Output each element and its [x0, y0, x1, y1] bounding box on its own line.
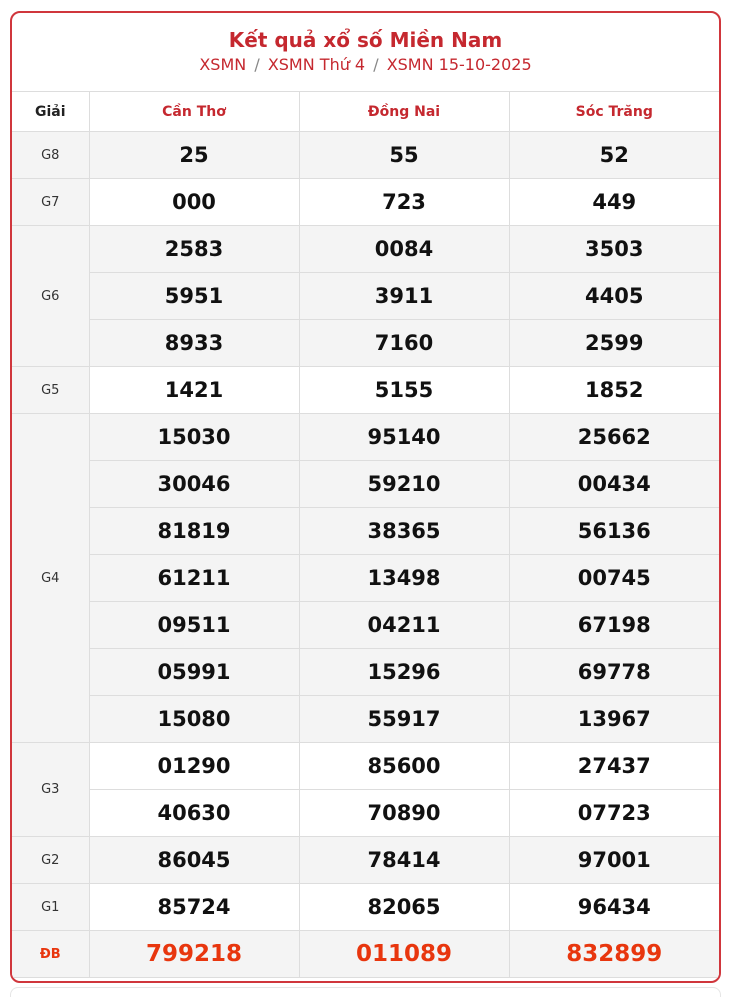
table-row	[12, 226, 719, 273]
table-header-row	[12, 92, 719, 132]
result-number-can-tho: 25	[89, 132, 299, 179]
result-number-soc-trang: 2599	[509, 320, 719, 367]
table-row	[12, 743, 719, 790]
prize-label: G7	[12, 179, 89, 226]
breadcrumb-weekday[interactable]: XSMN Thứ 4	[267, 55, 366, 74]
table-row	[12, 884, 719, 931]
result-number-dong-nai: 04211	[299, 602, 509, 649]
result-number-soc-trang: 69778	[509, 649, 719, 696]
page-title: Kết quả xổ số Miền Nam	[228, 28, 503, 52]
prize-label: G4	[12, 414, 89, 743]
results-header	[12, 13, 719, 91]
result-number-can-tho: 8933	[89, 320, 299, 367]
result-number-dong-nai: 0084	[299, 226, 509, 273]
result-number-can-tho: 01290	[89, 743, 299, 790]
result-number-soc-trang: 13967	[509, 696, 719, 743]
result-number-dong-nai: 15296	[299, 649, 509, 696]
results-card	[10, 11, 721, 983]
prize-label: G5	[12, 367, 89, 414]
results-table	[12, 91, 719, 978]
result-number-soc-trang: 449	[509, 179, 719, 226]
result-number-can-tho: 799218	[89, 931, 299, 978]
result-number-can-tho: 5951	[89, 273, 299, 320]
result-number-can-tho: 15080	[89, 696, 299, 743]
result-number-soc-trang: 56136	[509, 508, 719, 555]
result-number-dong-nai: 13498	[299, 555, 509, 602]
prize-label: G1	[12, 884, 89, 931]
result-number-soc-trang: 00434	[509, 461, 719, 508]
next-section-edge	[10, 987, 721, 997]
result-number-soc-trang: 67198	[509, 602, 719, 649]
result-number-dong-nai: 59210	[299, 461, 509, 508]
result-number-can-tho: 40630	[89, 790, 299, 837]
result-number-can-tho: 30046	[89, 461, 299, 508]
result-number-dong-nai: 7160	[299, 320, 509, 367]
result-number-can-tho: 86045	[89, 837, 299, 884]
result-number-can-tho: 85724	[89, 884, 299, 931]
result-number-dong-nai: 5155	[299, 367, 509, 414]
result-number-can-tho: 000	[89, 179, 299, 226]
result-number-can-tho: 81819	[89, 508, 299, 555]
table-row	[12, 508, 719, 555]
result-number-soc-trang: 4405	[509, 273, 719, 320]
result-number-dong-nai: 011089	[299, 931, 509, 978]
table-row	[12, 132, 719, 179]
table-row	[12, 931, 719, 978]
province-header-can-tho: Cần Thơ	[89, 92, 299, 132]
prize-label: G8	[12, 132, 89, 179]
province-header-soc-trang: Sóc Trăng	[509, 92, 719, 132]
prize-label: G2	[12, 837, 89, 884]
table-row	[12, 555, 719, 602]
result-number-dong-nai: 95140	[299, 414, 509, 461]
result-number-soc-trang: 52	[509, 132, 719, 179]
prize-label: G3	[12, 743, 89, 837]
table-row	[12, 837, 719, 884]
result-number-soc-trang: 25662	[509, 414, 719, 461]
result-number-dong-nai: 38365	[299, 508, 509, 555]
result-number-can-tho: 61211	[89, 555, 299, 602]
result-number-can-tho: 05991	[89, 649, 299, 696]
result-number-soc-trang: 07723	[509, 790, 719, 837]
results-body	[12, 132, 719, 978]
result-number-dong-nai: 3911	[299, 273, 509, 320]
result-number-dong-nai: 85600	[299, 743, 509, 790]
table-row	[12, 649, 719, 696]
result-number-can-tho: 1421	[89, 367, 299, 414]
table-row	[12, 273, 719, 320]
breadcrumb-date[interactable]: XSMN 15-10-2025	[386, 55, 532, 74]
breadcrumb	[12, 55, 719, 74]
result-number-soc-trang: 832899	[509, 931, 719, 978]
table-row	[12, 320, 719, 367]
table-row	[12, 602, 719, 649]
result-number-dong-nai: 723	[299, 179, 509, 226]
result-number-dong-nai: 82065	[299, 884, 509, 931]
table-row	[12, 696, 719, 743]
prize-column-header: Giải	[12, 92, 89, 132]
result-number-can-tho: 2583	[89, 226, 299, 273]
table-row	[12, 179, 719, 226]
table-row	[12, 414, 719, 461]
result-number-dong-nai: 55917	[299, 696, 509, 743]
breadcrumb-xsmn[interactable]: XSMN	[199, 55, 247, 74]
table-row	[12, 367, 719, 414]
breadcrumb-separator: /	[254, 55, 260, 74]
result-number-dong-nai: 55	[299, 132, 509, 179]
result-number-can-tho: 09511	[89, 602, 299, 649]
prize-label: G6	[12, 226, 89, 367]
result-number-soc-trang: 27437	[509, 743, 719, 790]
result-number-soc-trang: 3503	[509, 226, 719, 273]
breadcrumb-separator: /	[373, 55, 379, 74]
result-number-soc-trang: 97001	[509, 837, 719, 884]
prize-label: ĐB	[12, 931, 89, 978]
province-header-dong-nai: Đồng Nai	[299, 92, 509, 132]
result-number-soc-trang: 1852	[509, 367, 719, 414]
result-number-dong-nai: 78414	[299, 837, 509, 884]
result-number-soc-trang: 00745	[509, 555, 719, 602]
table-row	[12, 461, 719, 508]
result-number-dong-nai: 70890	[299, 790, 509, 837]
table-row	[12, 790, 719, 837]
result-number-can-tho: 15030	[89, 414, 299, 461]
result-number-soc-trang: 96434	[509, 884, 719, 931]
